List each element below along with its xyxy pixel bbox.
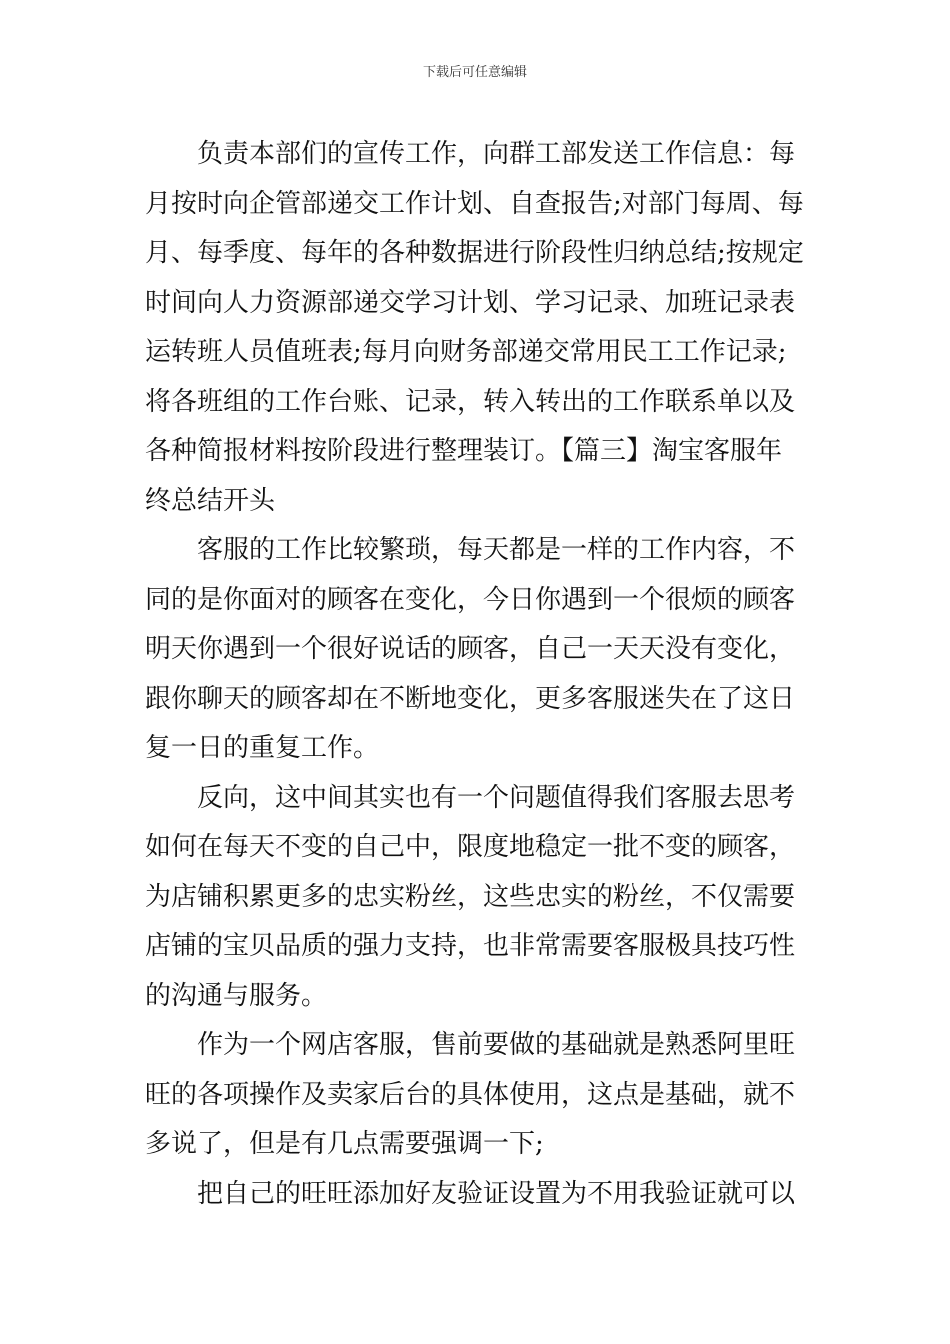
text-line: 的沟通与服务。	[145, 980, 328, 1011]
text-line: 旺的各项操作及卖家后台的具体使用，这点是基础，就不	[145, 1079, 796, 1110]
paragraph	[145, 526, 807, 774]
text-line: 月按时向企管部递交工作计划、自查报告;对部门每周、每	[145, 188, 804, 219]
text-line: 负责本部们的宣传工作，向群工部发送工作信息：每	[197, 139, 796, 169]
text-line: 为店铺积累更多的忠实粉丝，这些忠实的粉丝，不仅需要	[145, 881, 796, 912]
text-line: 将各班组的工作台账、记录，转入转出的工作联系单以及	[145, 386, 796, 417]
paragraph	[145, 1021, 807, 1170]
paragraph	[145, 130, 807, 526]
page-header: 下载后可任意编辑	[422, 65, 527, 80]
text-line: 跟你聊天的顾客却在不断地变化，更多客服迷失在了这日	[145, 683, 796, 714]
document-body	[145, 130, 807, 1219]
text-line: 各种简报材料按阶段进行整理装订。【篇三】淘宝客服年	[145, 436, 783, 466]
text-line: 同的是你面对的顾客在变化，今日你遇到一个很烦的顾客	[145, 584, 796, 615]
text-line: 复一日的重复工作。	[145, 733, 380, 763]
text-line: 时间向人力资源部递交学习计划、学习记录、加班记录表	[145, 287, 796, 318]
text-line: 店铺的宝贝品质的强力支持，也非常需要客服极具技巧性	[145, 931, 796, 961]
paragraph	[145, 1170, 807, 1220]
text-line: 客服的工作比较繁琐，每天都是一样的工作内容，不	[197, 535, 796, 565]
paragraph	[145, 774, 807, 1022]
text-line: 把自己的旺旺添加好友验证设置为不用我验证就可以	[197, 1178, 796, 1209]
text-line: 多说了，但是有几点需要强调一下;	[145, 1129, 544, 1159]
text-line: 终总结开头	[145, 485, 276, 516]
text-line: 如何在每天不变的自己中，限度地稳定一批不变的顾客，	[145, 832, 796, 862]
text-line: 月、每季度、每年的各种数据进行阶段性归纳总结;按规定	[145, 238, 804, 268]
text-line: 反向，这中间其实也有一个问题值得我们客服去思考	[197, 782, 796, 813]
text-line: 明天你遇到一个很好说话的顾客，自己一天天没有变化，	[145, 634, 796, 664]
text-line: 作为一个网店客服，售前要做的基础就是熟悉阿里旺	[197, 1030, 796, 1060]
text-line: 运转班人员值班表;每月向财务部递交常用民工工作记录;	[145, 337, 787, 367]
